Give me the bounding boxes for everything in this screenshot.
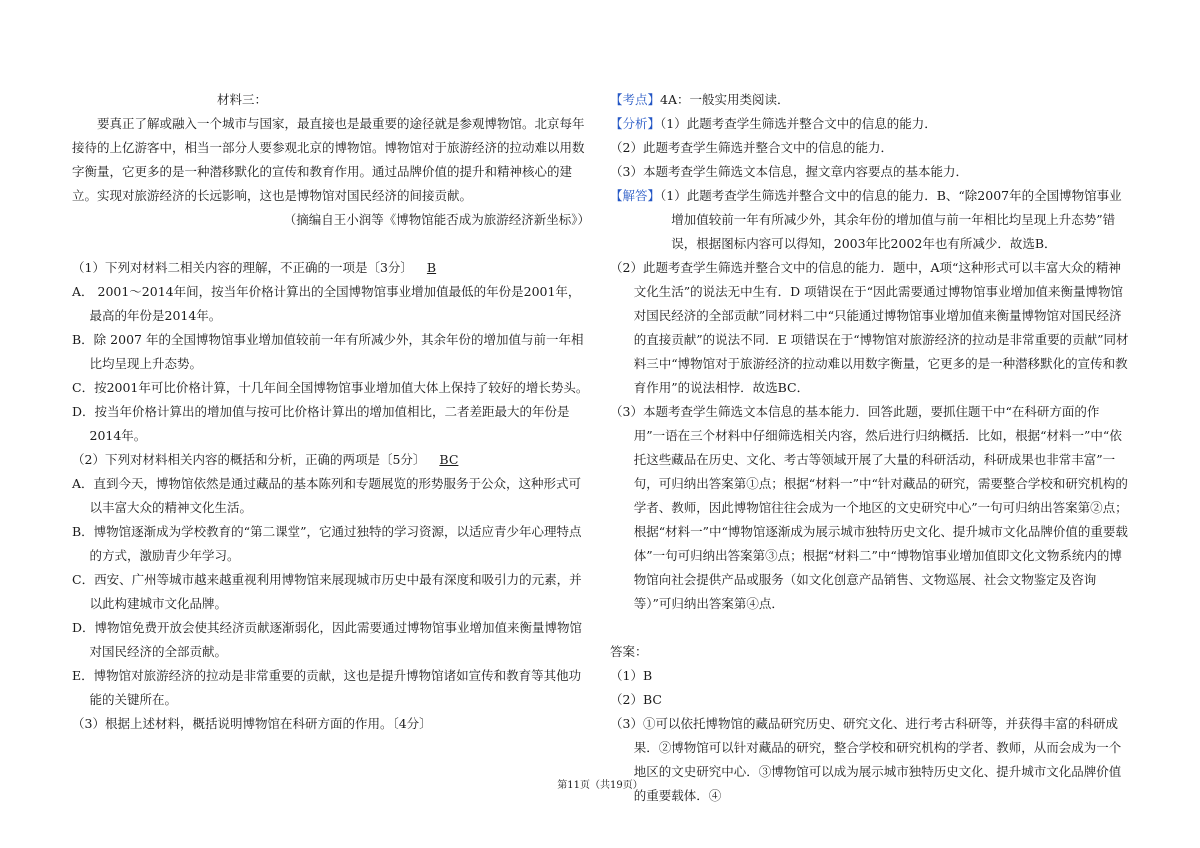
q2-option-e: E．博物馆对旅游经济的拉动是非常重要的贡献，这也是提升博物馆诸如宣传和教育等其他功能的关键所在。 (72, 668, 582, 707)
question-1: （1）下列对材料二相关内容的理解，不正确的一项是〔3分〕 B (72, 256, 590, 280)
fenxi: 【分析】（1）此题考查学生筛选并整合文中的信息的能力． (610, 116, 937, 131)
jieda-tag: 【解答】 (610, 188, 661, 203)
q1-options (72, 280, 590, 448)
question-3: （3）根据上述材料，概括说明博物馆在科研方面的作用。〔4分〕 (72, 716, 432, 731)
jieda-1: 【解答】（1）此题考查学生筛选并整合文中的信息的能力．B、“除2007年的全国博物馆事业增加值较前一年有所减少外，其余年份的增加值与前一年相比均呈现上升态势”错误，根据图标内容可以得知，2003年比2002年也有所减少．故选B． (610, 188, 1122, 251)
source-citation: （摘编自王小润等《博物馆能否成为旅游经济新坐标》） (283, 212, 590, 227)
page-footer: 第11页（共19页） (557, 780, 643, 791)
answer-3: （3）①可以依托博物馆的藏品研究历史、研究文化、进行考古科研等，并获得丰富的科研成果．②博物馆可以针对藏品的研究，整合学校和研究机构的学者、教师，从而会成为一个地区的文史研究中心．③博物馆可以成为展示城市独特历史文化、提升城市文化品牌价值的重要载体．④ (610, 716, 1122, 803)
q2-option-d: D．博物馆免费开放会使其经济贡献逐渐弱化，因此需要通过博物馆事业增加值来衡量博物馆对国民经济的全部贡献。 (72, 620, 583, 659)
fenxi-2: （2）此题考查学生筛选并整合文中的信息的能力． (610, 140, 893, 155)
q1-option-c: C．按2001年可比价格计算，十几年间全国博物馆事业增加值大体上保持了较好的增长势头。 (72, 380, 589, 395)
kaodian: 【考点】4A：一般实用类阅读． (610, 92, 790, 107)
answer-title: 答案： (610, 644, 648, 659)
jieda-3: （3）本题考查学生筛选文本信息的基本能力．回答此题，要抓住题干中“在科研方面的作用”一语在三个材料中仔细筛选相关内容，然后进行归纳概括．比如，根据“材料一”中“依托这些藏品在历史、文化、考古等领域开展了大量的科研活动，科研成果也非常丰富”一句，可归纳出答案第①点；根据“材料一”中“针对藏品的研究，需要整合学校和研究机构的学者、教师，因此博物馆往往会成为一个地区的文史研究中心”一句可归纳出答案第②点；根据“材料一”中“博物馆逐渐成为展示城市独特历史文化、提升城市文化品牌价值的重要载体”一句可归纳出答案第③点；根据“材料二”中“博物馆事业增加值即文化文物系统内的博物馆向社会提供产品或服务（如文化创意产品销售、文物巡展、社会文物鉴定及咨询等）”可归纳出答案第④点． (610, 404, 1128, 611)
question-2: （2）下列对材料相关内容的概括和分析，正确的两项是〔5分〕 BC (72, 448, 590, 472)
right-column (610, 88, 1130, 808)
kaodian-tag: 【考点】 (610, 92, 661, 107)
q2-option-a: A．直到今天，博物馆依然是通过藏品的基本陈列和专题展览的形势服务于公众，这种形式可以丰富大众的精神文化生活。 (72, 476, 582, 515)
fenxi-tag: 【分析】 (610, 116, 661, 131)
jieda-2: （2）此题考查学生筛选并整合文中的信息的能力．题中，A项“这种形式可以丰富大众的精神文化生活”的说法无中生有．D 项错误在于“因此需要通过博物馆事业增加值来衡量博物馆对国民经济的全部贡献”同材料二中“只能通过博物馆事业增加值来衡量博物馆对国民经济的直接贡献”的说法不同．E 项错误在于“博物馆对旅游经济的拉动是非常重要的贡献”同材料三中“博物馆对于旅游经济的拉动难以用数字衡量，它更多的是一种潜移默化的宣传和教育作用”的说法相悖．故选BC． (610, 260, 1129, 395)
q1-option-a: A． 2001～2014年间，按当年价格计算出的全国博物馆事业增加值最低的年份是2001年，最高的年份是2014年。 (72, 284, 581, 323)
q1-option-b: B．除 2007 年的全国博物馆事业增加值较前一年有所减少外，其余年份的增加值与前一年相比均呈现上升态势。 (72, 332, 584, 371)
q2-option-c: C．西安、广州等城市越来越重视利用博物馆来展现城市历史中最有深度和吸引力的元素，并以此构建城市文化品牌。 (72, 572, 582, 611)
material3-text: 要真正了解或融入一个城市与国家，最直接也是最重要的途径就是参观博物馆。北京每年接待的上亿游客中，相当一部分人要参观北京的博物馆。博物馆对于旅游经济的拉动难以用数字衡量，它更多的是一种潜移默化的宣传和教育作用。通过品牌价值的提升和精神核心的建立。实现对旅游经济的长远影响，这也是博物馆对国民经济的间接贡献。 (72, 116, 585, 203)
answer-2: （2）BC (610, 692, 662, 707)
q2-option-b: B．博物馆逐渐成为学校教育的“第二课堂”，它通过独特的学习资源，以适应青少年心理特点的方式，激励青少年学习。 (72, 524, 582, 563)
q2-options (72, 472, 590, 712)
answer-1: （1）B (610, 668, 653, 683)
left-column (72, 88, 590, 736)
q1-answer: B (426, 260, 437, 275)
q2-answer: BC (439, 452, 459, 467)
material3-title: 材料三： (216, 92, 267, 107)
fenxi-3: （3）本题考查学生筛选文本信息，握文章内容要点的基本能力． (610, 164, 968, 179)
q1-option-d: D．按当年价格计算出的增加值与按可比价格计算出的增加值相比，二者差距最大的年份是 2014年。 (72, 404, 570, 443)
